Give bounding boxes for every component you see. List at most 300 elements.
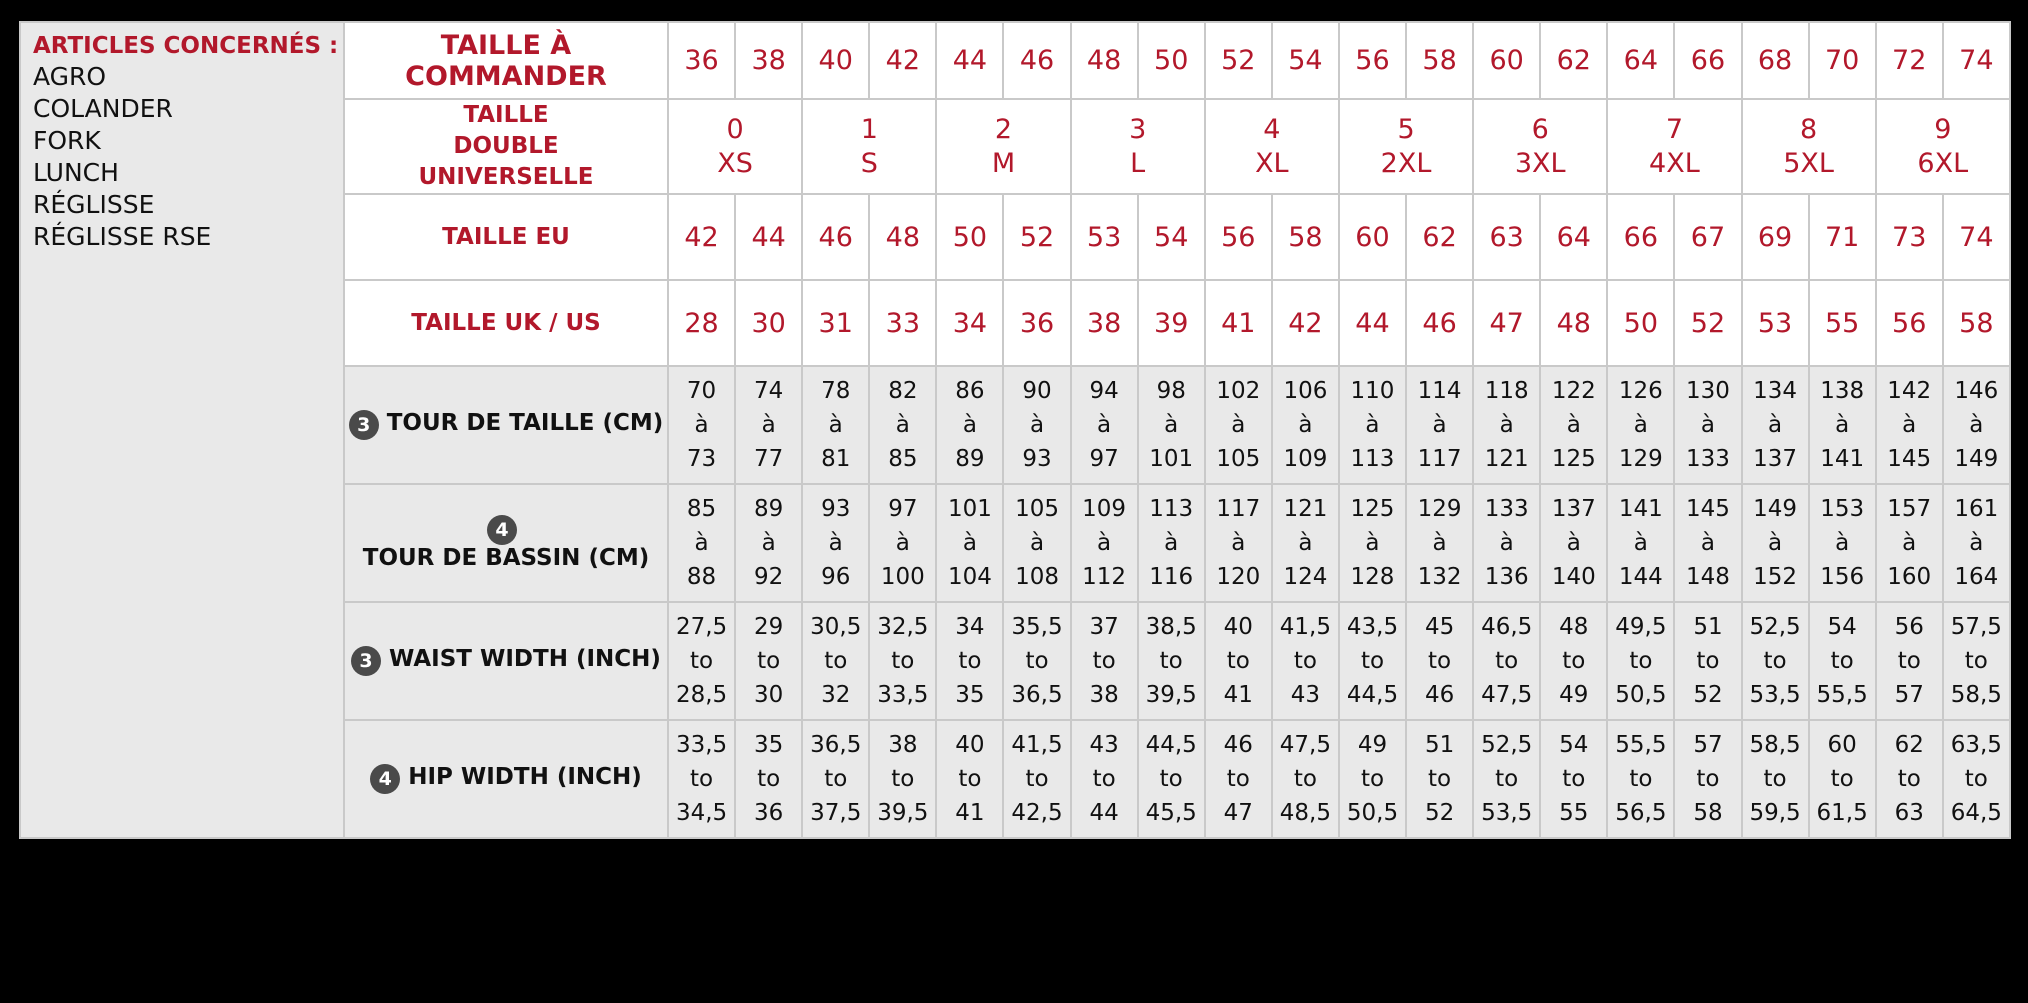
measurement-range-cell [1876, 366, 1943, 484]
range-max: 36,5 [1011, 682, 1063, 708]
range-max: 41 [955, 800, 985, 826]
measurement-range-cell [1943, 720, 2010, 838]
order-size-cell: 60 [1473, 22, 1540, 99]
order-size-cell: 56 [1339, 22, 1406, 99]
hip-inch-label-cell [344, 720, 668, 838]
measurement-range-cell [1272, 720, 1339, 838]
ukus-size-cell: 30 [735, 280, 802, 366]
order-size-cell: 46 [1003, 22, 1070, 99]
range-min: 43,5 [1346, 614, 1399, 640]
measurement-range-cell [1003, 484, 1070, 602]
article-item: FORK [33, 126, 101, 155]
range-separator: to [1562, 766, 1586, 792]
number-badge: 3 [351, 646, 381, 676]
range-min: 122 [1551, 378, 1596, 404]
range-separator: à [694, 530, 709, 556]
range-min: 44,5 [1145, 732, 1197, 758]
order-size-row [20, 22, 2010, 99]
range-separator: à [1835, 412, 1850, 438]
range-separator: à [1432, 412, 1447, 438]
ukus-size-cell: 47 [1473, 280, 1540, 366]
measurement-range-cell [1742, 366, 1809, 484]
measurement-range-cell [1540, 720, 1607, 838]
measurement-range-cell [869, 602, 936, 720]
range-min: 57 [1693, 732, 1723, 758]
double-size-label: TAILLE DOUBLE UNIVERSELLE [418, 102, 594, 190]
range-separator: to [1964, 766, 1988, 792]
range-max: 73 [686, 446, 717, 472]
ukus-size-cell: 41 [1205, 280, 1272, 366]
order-size-label: TAILLE À COMMANDER [405, 29, 607, 92]
range-min: 97 [888, 496, 918, 522]
range-min: 46 [1223, 732, 1253, 758]
range-separator: à [1566, 412, 1581, 438]
range-separator: to [1159, 648, 1183, 674]
range-separator: to [1830, 648, 1854, 674]
measurement-range-cell [1406, 484, 1473, 602]
range-separator: to [1495, 648, 1519, 674]
range-separator: to [1159, 766, 1183, 792]
range-separator: to [1293, 766, 1317, 792]
range-max: 101 [1149, 446, 1194, 472]
range-min: 45 [1424, 614, 1455, 640]
double-size-number: 4 [1263, 113, 1281, 145]
range-max: 43 [1290, 682, 1321, 708]
range-min: 93 [821, 496, 851, 522]
range-separator: à [1499, 412, 1514, 438]
range-min: 133 [1484, 496, 1529, 522]
range-separator: à [1902, 412, 1917, 438]
range-max: 37,5 [810, 800, 862, 826]
range-max: 81 [821, 446, 851, 472]
range-min: 54 [1827, 614, 1857, 640]
range-separator: to [1092, 648, 1116, 674]
ukus-size-label: TAILLE UK / US [411, 309, 601, 336]
range-separator: à [1902, 530, 1917, 556]
eu-size-cell: 71 [1809, 194, 1876, 280]
measurement-range-cell [1473, 720, 1540, 838]
order-size-cell: 74 [1943, 22, 2010, 99]
measurement-range-cell [1406, 720, 1473, 838]
range-min: 57,5 [1950, 614, 2002, 640]
range-min: 105 [1015, 496, 1059, 522]
range-separator: to [1226, 766, 1250, 792]
double-size-letter: S [860, 147, 878, 179]
range-max: 28,5 [675, 682, 728, 708]
range-separator: to [1763, 766, 1787, 792]
range-min: 47,5 [1279, 732, 1331, 758]
waist-inch-label: WAIST WIDTH (INCH) [389, 645, 661, 672]
double-size-number: 6 [1531, 113, 1549, 145]
measurement-range-cell [802, 366, 869, 484]
range-separator: à [761, 530, 776, 556]
range-min: 29 [754, 614, 784, 640]
range-min: 141 [1618, 496, 1663, 522]
range-separator: to [1428, 766, 1452, 792]
range-min: 101 [947, 496, 992, 522]
range-min: 48 [1559, 614, 1589, 640]
measurement-range-cell [802, 484, 869, 602]
range-min: 35,5 [1011, 614, 1063, 640]
range-min: 125 [1350, 496, 1395, 522]
measurement-range-cell [1876, 720, 1943, 838]
waist-cm-label-cell [344, 366, 668, 484]
range-max: 160 [1887, 564, 1932, 590]
range-separator: to [1360, 766, 1385, 792]
double-size-cell [802, 99, 936, 194]
eu-size-cell: 74 [1943, 194, 2010, 280]
range-min: 60 [1827, 732, 1857, 758]
range-separator: to [757, 766, 781, 792]
eu-size-cell: 46 [802, 194, 869, 280]
range-min: 32,5 [877, 614, 929, 640]
measurement-range-cell [1607, 366, 1674, 484]
eu-size-cell: 73 [1876, 194, 1943, 280]
measurement-range-cell [869, 366, 936, 484]
range-separator: to [1428, 648, 1452, 674]
range-separator: to [1562, 648, 1586, 674]
range-separator: à [1298, 530, 1313, 556]
range-min: 52,5 [1749, 614, 1801, 640]
double-size-number: 1 [860, 113, 878, 145]
order-size-cell: 64 [1607, 22, 1674, 99]
measurement-range-cell [1607, 602, 1674, 720]
measurement-range-cell [1272, 602, 1339, 720]
range-max: 152 [1753, 564, 1797, 590]
measurement-range-cell [1876, 602, 1943, 720]
order-size-cell: 70 [1809, 22, 1876, 99]
range-min: 109 [1082, 496, 1127, 522]
range-max: 48,5 [1279, 800, 1331, 826]
range-max: 92 [754, 564, 784, 590]
range-max: 44 [1089, 800, 1119, 826]
measurement-range-cell [869, 720, 936, 838]
double-size-number: 8 [1800, 113, 1818, 145]
range-min: 138 [1820, 378, 1865, 404]
range-max: 128 [1350, 564, 1395, 590]
double-size-cell [936, 99, 1070, 194]
measurement-range-cell [1138, 720, 1205, 838]
range-min: 110 [1350, 378, 1395, 404]
range-separator: to [1629, 648, 1653, 674]
range-max: 100 [880, 564, 925, 590]
range-min: 51 [1693, 614, 1723, 640]
range-min: 41,5 [1279, 614, 1331, 640]
range-separator: to [891, 766, 915, 792]
measurement-range-cell [1138, 602, 1205, 720]
eu-size-label-cell [344, 194, 668, 280]
range-max: 58 [1693, 800, 1723, 826]
eu-size-cell: 62 [1406, 194, 1473, 280]
range-min: 62 [1894, 732, 1924, 758]
ukus-size-cell: 31 [802, 280, 869, 366]
eu-size-cell: 66 [1607, 194, 1674, 280]
measurement-range-cell [1205, 720, 1272, 838]
measurement-range-cell [1742, 484, 1809, 602]
double-size-cell [1071, 99, 1205, 194]
range-max: 32 [821, 682, 851, 708]
double-size-letter: 5XL [1783, 147, 1834, 179]
range-max: 136 [1484, 564, 1529, 590]
range-separator: à [828, 412, 843, 438]
double-size-number: 5 [1397, 113, 1415, 145]
measurement-range-cell [1674, 602, 1741, 720]
range-min: 78 [821, 378, 851, 404]
ukus-size-cell: 33 [869, 280, 936, 366]
double-size-letter: XL [1255, 147, 1289, 179]
range-max: 33,5 [877, 682, 929, 708]
range-min: 149 [1753, 496, 1797, 522]
double-size-cell [1473, 99, 1607, 194]
article-item: COLANDER [33, 94, 173, 123]
ukus-size-cell: 50 [1607, 280, 1674, 366]
range-max: 145 [1887, 446, 1932, 472]
order-size-cell: 66 [1674, 22, 1741, 99]
range-separator: à [1767, 412, 1783, 438]
measurement-range-cell [1809, 484, 1876, 602]
eu-size-cell: 42 [668, 194, 735, 280]
articles-list [33, 61, 343, 253]
measurement-range-cell [1473, 602, 1540, 720]
range-max: 41 [1223, 682, 1253, 708]
range-min: 113 [1149, 496, 1194, 522]
double-size-letter: XS [717, 147, 753, 179]
measurement-range-cell [668, 602, 735, 720]
measurement-range-cell [1339, 720, 1406, 838]
range-separator: à [895, 412, 910, 438]
range-max: 125 [1551, 446, 1596, 472]
measurement-range-cell [1071, 720, 1138, 838]
range-separator: to [958, 648, 982, 674]
range-max: 64,5 [1950, 800, 2002, 826]
range-max: 156 [1820, 564, 1865, 590]
article-item: LUNCH [33, 158, 119, 187]
range-separator: à [1298, 412, 1313, 438]
range-separator: to [1495, 766, 1519, 792]
order-size-cell: 54 [1272, 22, 1339, 99]
ukus-size-cell: 39 [1138, 280, 1205, 366]
range-separator: to [891, 648, 915, 674]
measurement-range-cell [1406, 602, 1473, 720]
number-badge: 4 [370, 764, 400, 794]
range-separator: à [962, 412, 977, 438]
range-separator: to [1025, 648, 1049, 674]
measurement-range-cell [1272, 484, 1339, 602]
measurement-range-cell [1003, 602, 1070, 720]
double-size-cell [1607, 99, 1741, 194]
range-max: 39,5 [877, 800, 929, 826]
measurement-range-cell [1138, 366, 1205, 484]
range-max: 30 [754, 682, 784, 708]
range-max: 39,5 [1145, 682, 1197, 708]
double-size-cell [1876, 99, 2010, 194]
measurement-range-cell [1406, 366, 1473, 484]
range-max: 55 [1559, 800, 1589, 826]
eu-size-cell: 60 [1339, 194, 1406, 280]
double-size-number: 9 [1934, 113, 1952, 145]
measurement-range-cell [1071, 602, 1138, 720]
measurement-range-cell [1540, 366, 1607, 484]
range-min: 58,5 [1749, 732, 1801, 758]
range-min: 134 [1753, 378, 1797, 404]
range-min: 52,5 [1481, 732, 1533, 758]
measurement-range-cell [1742, 720, 1809, 838]
range-separator: to [1360, 648, 1385, 674]
range-max: 35 [955, 682, 985, 708]
measurement-range-cell [802, 602, 869, 720]
measurement-range-cell [1674, 720, 1741, 838]
range-max: 149 [1954, 446, 1999, 472]
range-min: 94 [1089, 378, 1119, 404]
measurement-range-cell [1138, 484, 1205, 602]
range-max: 129 [1618, 446, 1663, 472]
range-separator: to [1226, 648, 1250, 674]
range-max: 77 [754, 446, 784, 472]
range-separator: to [1897, 766, 1921, 792]
range-max: 108 [1015, 564, 1059, 590]
order-size-cell: 68 [1742, 22, 1809, 99]
measurement-range-cell [668, 484, 735, 602]
range-min: 63,5 [1950, 732, 2002, 758]
range-max: 89 [955, 446, 985, 472]
measurement-range-cell [936, 602, 1003, 720]
eu-size-cell: 67 [1674, 194, 1741, 280]
double-size-number: 2 [994, 113, 1013, 145]
range-separator: to [690, 648, 714, 674]
range-separator: to [1696, 766, 1720, 792]
range-max: 58,5 [1950, 682, 2002, 708]
measurement-range-cell [1607, 720, 1674, 838]
ukus-size-cell: 36 [1003, 280, 1070, 366]
ukus-size-cell: 38 [1071, 280, 1138, 366]
order-size-cell: 50 [1138, 22, 1205, 99]
range-max: 104 [947, 564, 992, 590]
range-max: 141 [1820, 446, 1865, 472]
range-max: 137 [1753, 446, 1797, 472]
double-size-letter: 2XL [1380, 147, 1432, 179]
range-min: 46,5 [1481, 614, 1533, 640]
range-separator: à [1231, 530, 1246, 556]
measurement-range-cell [1876, 484, 1943, 602]
measurement-range-cell [1540, 602, 1607, 720]
range-min: 121 [1283, 496, 1328, 522]
range-max: 85 [888, 446, 918, 472]
range-min: 49 [1357, 732, 1388, 758]
measurement-range-cell [1205, 484, 1272, 602]
range-separator: to [690, 766, 714, 792]
ukus-size-cell: 46 [1406, 280, 1473, 366]
eu-size-cell: 48 [869, 194, 936, 280]
range-max: 50,5 [1615, 682, 1667, 708]
range-min: 118 [1484, 378, 1529, 404]
range-max: 44,5 [1346, 682, 1399, 708]
range-min: 37 [1089, 614, 1119, 640]
ukus-size-cell: 42 [1272, 280, 1339, 366]
ukus-size-cell: 44 [1339, 280, 1406, 366]
double-size-letter: M [991, 147, 1016, 179]
range-separator: to [1830, 766, 1854, 792]
order-size-cell: 58 [1406, 22, 1473, 99]
eu-size-cell: 56 [1205, 194, 1272, 280]
double-size-number: 3 [1129, 113, 1147, 145]
range-separator: à [828, 530, 843, 556]
range-separator: à [1835, 530, 1850, 556]
range-min: 146 [1954, 378, 1999, 404]
range-separator: à [1365, 530, 1380, 556]
range-max: 121 [1484, 446, 1529, 472]
hip-cm-label: TOUR DE BASSIN (CM) [362, 545, 650, 571]
measurement-range-cell [1943, 484, 2010, 602]
range-min: 30,5 [810, 614, 862, 640]
range-min: 145 [1686, 496, 1730, 522]
measurement-range-cell [936, 484, 1003, 602]
measurement-range-cell [1943, 366, 2010, 484]
measurement-range-cell [1339, 602, 1406, 720]
measurement-range-cell [1540, 484, 1607, 602]
ukus-size-cell: 55 [1809, 280, 1876, 366]
ukus-size-cell: 52 [1674, 280, 1741, 366]
order-size-label-cell [344, 22, 668, 99]
measurement-range-cell [1809, 602, 1876, 720]
range-min: 153 [1820, 496, 1865, 522]
range-separator: to [1696, 648, 1720, 674]
range-min: 38,5 [1145, 614, 1197, 640]
range-separator: à [1164, 530, 1179, 556]
range-separator: à [694, 412, 709, 438]
range-max: 34,5 [675, 800, 728, 826]
article-item: RÉGLISSE RSE [33, 222, 212, 251]
range-separator: to [824, 766, 848, 792]
range-max: 144 [1618, 564, 1663, 590]
measurement-range-cell [1071, 484, 1138, 602]
measurement-range-cell [869, 484, 936, 602]
range-separator: to [1763, 648, 1787, 674]
order-size-cell: 72 [1876, 22, 1943, 99]
range-max: 105 [1216, 446, 1261, 472]
order-size-cell: 62 [1540, 22, 1607, 99]
eu-size-cell: 52 [1003, 194, 1070, 280]
range-min: 89 [754, 496, 784, 522]
range-max: 116 [1149, 564, 1194, 590]
ukus-size-cell: 56 [1876, 280, 1943, 366]
range-max: 52 [1693, 682, 1723, 708]
range-max: 56,5 [1615, 800, 1667, 826]
range-min: 90 [1022, 378, 1052, 404]
range-separator: à [1097, 412, 1112, 438]
article-item: AGRO [33, 62, 107, 91]
double-size-letter: L [1130, 147, 1146, 179]
range-separator: à [1029, 530, 1045, 556]
range-min: 41,5 [1011, 732, 1063, 758]
range-min: 98 [1156, 378, 1186, 404]
measurement-range-cell [1607, 484, 1674, 602]
range-min: 34 [955, 614, 985, 640]
range-max: 55,5 [1816, 682, 1868, 708]
measurement-range-cell [1674, 366, 1741, 484]
range-separator: à [1969, 530, 1984, 556]
range-max: 117 [1417, 446, 1462, 472]
range-max: 93 [1022, 446, 1052, 472]
range-max: 109 [1283, 446, 1328, 472]
measurement-range-cell [1205, 366, 1272, 484]
range-min: 114 [1417, 378, 1462, 404]
range-max: 164 [1954, 564, 1999, 590]
measurement-range-cell [1809, 720, 1876, 838]
range-min: 129 [1417, 496, 1462, 522]
double-size-number: 7 [1665, 113, 1683, 145]
range-min: 56 [1894, 614, 1924, 640]
number-badge: 4 [487, 515, 517, 545]
